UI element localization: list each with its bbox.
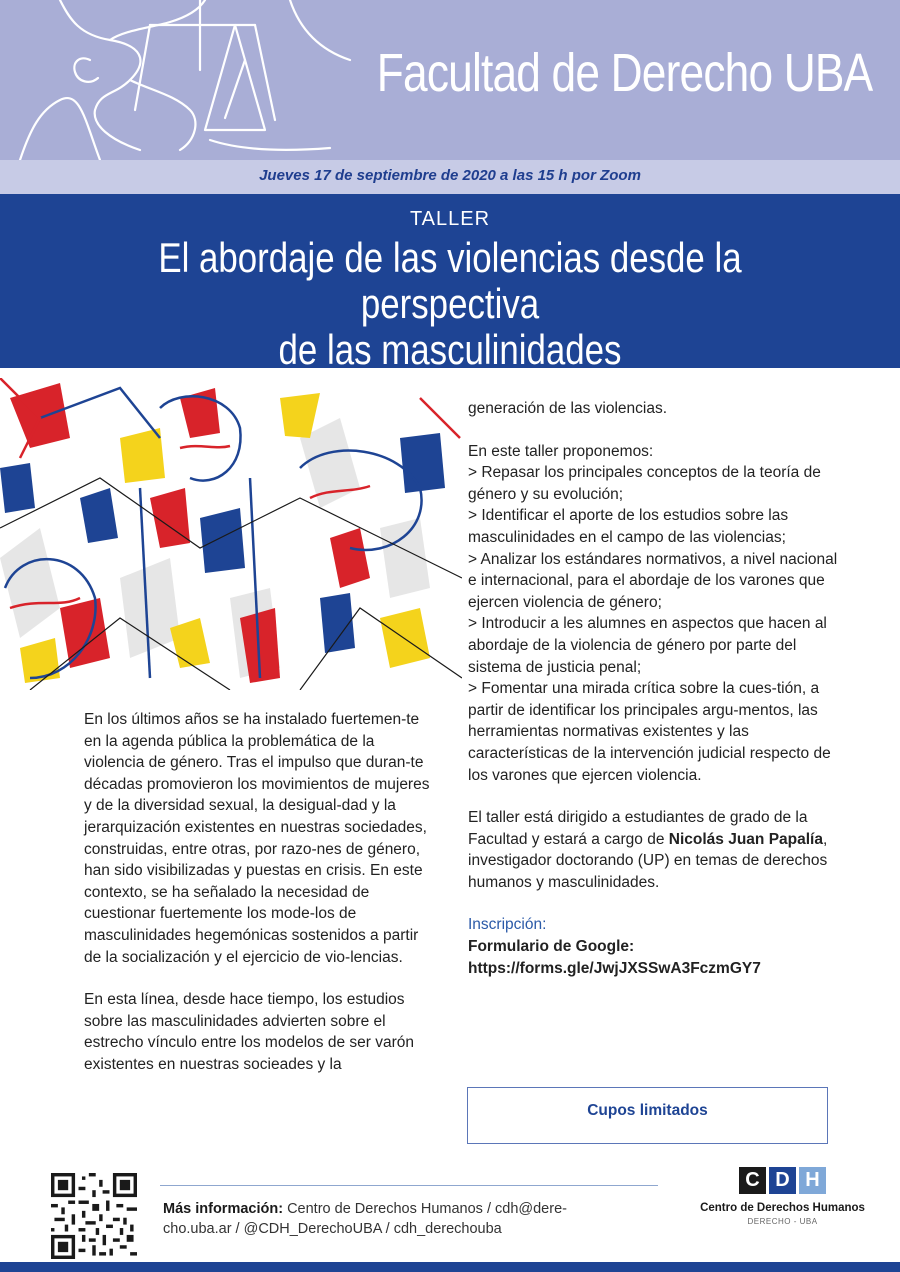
audience-text-after: , investigador doctorando (UP) en temas de derechos humanos y masculinidades.	[468, 830, 828, 891]
studies-paragraph: En esta línea, desde hace tiempo, los estudios sobre las masculinidades advierten sobre el estrecho vínculo entre los modelos de ser varón existentes en nuestras socieades y la	[84, 991, 414, 1073]
limited-spots-label: Cupos limitados	[587, 1102, 708, 1119]
registration-label: Inscripción:	[468, 916, 547, 934]
contact-info	[163, 1199, 633, 1239]
proposals-intro: En este taller proponemos:	[468, 442, 654, 460]
faculty-title: Facultad de Derecho UBA	[376, 43, 872, 103]
proposal-item: > Analizar los estándares normativos, a nivel nacional e internacional, para el abordaje de los varones que ejercen violencia de género;	[468, 550, 838, 611]
header-banner	[0, 0, 900, 160]
limited-spots-box	[467, 1087, 828, 1144]
workshop-label: TALLER	[409, 208, 491, 230]
logo-subtitle: DERECHO - UBA	[747, 1217, 818, 1226]
proposal-item: > Fomentar una mirada crítica sobre la cues-tión, a partir de identificar los principales argu-mentos, las herramientas normativas existentes y las características de la intervención judicial respecto de los varones que ejercen violencia.	[468, 680, 831, 784]
contact-text: Centro de Derechos Humanos / cdh@dere-cho.uba.ar / @CDH_DerechoUBA / cdh_derechouba	[163, 1201, 567, 1237]
bottom-bar	[0, 1262, 900, 1272]
proposal-item: > Repasar los principales conceptos de la teoría de género y su evolución;	[468, 464, 821, 503]
abstract-faces-illustration	[0, 378, 462, 690]
proposal-item: > Introducir a les alumnes en aspectos que hacen al abordaje de la violencia de género por parte del sistema de justicia penal;	[468, 615, 827, 676]
proposal-item: > Identificar el aporte de los estudios sobre las masculinidades en el campo de las violencias;	[468, 507, 789, 546]
justice-figure-illustration	[0, 0, 360, 160]
contact-label: Más información:	[163, 1201, 284, 1217]
logo-letter-h: H	[799, 1167, 826, 1194]
logo-letter-c: C	[739, 1167, 766, 1194]
instructor-name: Nicolás Juan Papalía	[668, 830, 823, 848]
registration-form-link[interactable]: https://forms.gle/JwjJXSSwA3FczmGY7	[468, 959, 761, 977]
qr-code-icon[interactable]	[51, 1173, 137, 1259]
continuation-text: generación de las violencias.	[468, 400, 668, 417]
intro-paragraph: En los últimos años se ha instalado fuertemen-te en la agenda pública la problemática de la violencia de género. Tras el impulso que duran-te décadas promovieron los movimientos de mujeres y de la diversidad sexual, la desigual-dad y la jerarquización existentes en nuestras sociedades, construidas, entre otras, por razo-nes de género, han sido visibilizadas y puestas en crisis. En este contexto, se ha señalado la necesidad de cuestionar fuertemente los mode-los de masculinidades hegemónicas sostenidos a partir de la socialización y el ejercicio de vio-lencias.	[84, 711, 430, 966]
workshop-title: El abordaje de las violencias desde la perspectiva de las masculinidades	[158, 234, 742, 373]
audience-paragraph	[468, 807, 838, 893]
form-label: Formulario de Google:	[468, 938, 635, 956]
date-strip	[0, 160, 900, 194]
proposals-list	[468, 441, 838, 787]
cdh-logo	[695, 1167, 870, 1237]
logo-org-name: Centro de Derechos Humanos	[700, 1202, 865, 1214]
audience-text-before: El taller está dirigido a estudiantes de grado de la Facultad y estará a cargo de	[468, 809, 808, 848]
footer-divider	[160, 1185, 658, 1186]
body-left-column	[84, 709, 436, 1097]
event-date: Jueves 17 de septiembre de 2020 a las 15 h por Zoom	[259, 167, 641, 184]
logo-letter-d: D	[769, 1167, 796, 1194]
body-right-column	[468, 398, 838, 979]
title-banner	[0, 194, 900, 373]
